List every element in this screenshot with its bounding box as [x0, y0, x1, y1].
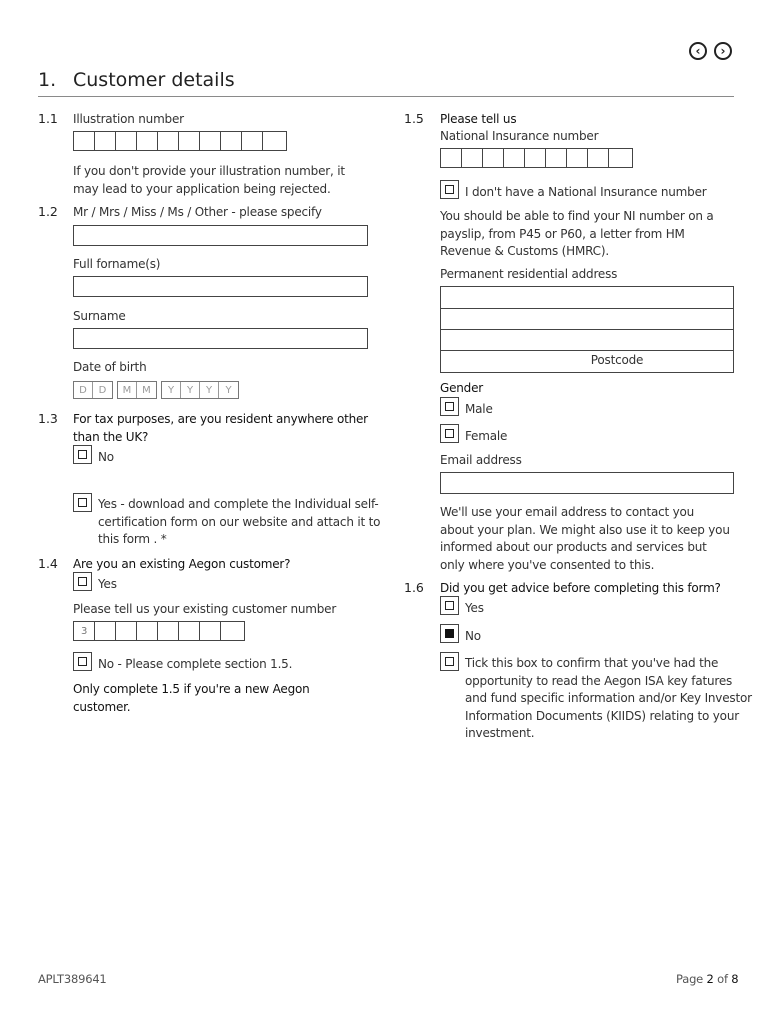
customer-number-cell[interactable]: 3 [74, 622, 95, 640]
page-title: Customer details [73, 69, 235, 91]
illustration-number-note: If you don't provide your illustration number, it may lead to your application being rejected. [73, 164, 345, 196]
gender-female-checkbox[interactable] [440, 424, 459, 443]
page-current: 2 [706, 972, 714, 986]
advice-yes-label: Yes [465, 601, 484, 615]
document-reference: APLT389641 [38, 972, 107, 986]
q1-6-number: 1.6 [404, 580, 424, 595]
tax-resident-yes-checkbox[interactable] [73, 493, 92, 512]
gender-male-label: Male [465, 402, 493, 416]
dob-month[interactable] [117, 381, 157, 399]
customer-number-label: Please tell us your existing customer number [73, 602, 337, 616]
dob-year[interactable] [161, 381, 239, 399]
surname-label: Surname [73, 309, 126, 323]
ni-number-input[interactable] [440, 148, 633, 168]
tax-resident-yes-label: Yes - download and complete the Individual self-certification form on our website and attach it to this form . * [98, 497, 381, 546]
q1-2-number: 1.2 [38, 204, 58, 219]
tax-residency-question: For tax purposes, are you resident anywhere other than the UK? [73, 412, 368, 444]
illustration-number-label: Illustration number [73, 112, 184, 126]
section-number: 1. [38, 69, 57, 91]
existing-customer-question: Are you an existing Aegon customer? [73, 557, 291, 571]
email-input[interactable] [440, 472, 734, 494]
existing-customer-yes-label: Yes [98, 577, 117, 591]
page-number [676, 971, 738, 989]
dob-cell[interactable]: Y [200, 382, 219, 398]
confirm-checkbox[interactable] [440, 652, 459, 671]
q1-5-number: 1.5 [404, 111, 424, 126]
existing-customer-no-label: No - Please complete section 1.5. [98, 657, 293, 671]
dob-day[interactable] [73, 381, 113, 399]
advice-no-checkbox[interactable] [440, 624, 459, 643]
title-divider [38, 96, 734, 97]
email-note: We'll use your email address to contact you about your plan. We might also use it to keep you informed about our products and services but only where you've consented to this. [440, 505, 730, 572]
title-label: Mr / Mrs / Miss / Ms / Other - please specify [73, 205, 322, 219]
advice-yes-checkbox[interactable] [440, 596, 459, 615]
illustration-number-input[interactable] [73, 131, 287, 151]
q1-3-number: 1.3 [38, 411, 58, 426]
gender-female-label: Female [465, 429, 508, 443]
gender-label: Gender [440, 381, 484, 395]
chevron-left-circle-icon[interactable]: ‹ [689, 42, 707, 60]
new-customer-note: Only complete 1.5 if you're a new Aegon customer. [73, 682, 310, 714]
page-total: 8 [731, 972, 739, 986]
email-label: Email address [440, 453, 522, 467]
tax-resident-no-checkbox[interactable] [73, 445, 92, 464]
page-of: of [717, 972, 728, 986]
dob-label: Date of birth [73, 360, 147, 374]
advice-no-label: No [465, 629, 481, 643]
dob-cell[interactable]: Y [162, 382, 181, 398]
chevron-right-circle-icon[interactable]: › [714, 42, 732, 60]
dob-cell[interactable]: D [98, 384, 107, 396]
gender-male-checkbox[interactable] [440, 397, 459, 416]
forename-label: Full forname(s) [73, 257, 161, 271]
advice-question: Did you get advice before completing this form? [440, 581, 721, 595]
dob-cell[interactable]: Y [225, 384, 232, 396]
existing-customer-no-checkbox[interactable] [73, 652, 92, 671]
ni-number-label: National Insurance number [440, 129, 599, 143]
ni-help-text: You should be able to find your NI number on a payslip, from P45 or P60, a letter from HM Revenue & Customs (HMRC). [440, 209, 714, 258]
please-tell-us-heading: Please tell us [440, 112, 517, 126]
dob-input[interactable] [73, 381, 239, 399]
dob-cell[interactable]: M [118, 382, 137, 398]
postcode-label: Postcode [590, 353, 644, 367]
dob-cell[interactable]: Y [181, 382, 200, 398]
title-input[interactable] [73, 225, 368, 246]
page-prefix: Page [676, 972, 704, 986]
confirm-label: Tick this box to confirm that you've had the opportunity to read the Aegon ISA key fatures and fund specific information and/or Key Investor Information Documents (KIIDS) relating to your investment. [465, 656, 752, 740]
q1-4-number: 1.4 [38, 556, 58, 571]
address-input[interactable] [440, 286, 734, 373]
q1-1-number: 1.1 [38, 111, 58, 126]
address-label: Permanent residential address [440, 267, 618, 281]
no-ni-number-checkbox[interactable] [440, 180, 459, 199]
no-ni-number-label: I don't have a National Insurance number [465, 185, 707, 199]
tax-resident-no-label: No [98, 450, 114, 464]
existing-customer-yes-checkbox[interactable] [73, 572, 92, 591]
surname-input[interactable] [73, 328, 368, 349]
dob-cell[interactable]: D [74, 382, 93, 398]
dob-cell[interactable]: M [142, 384, 151, 396]
customer-number-input[interactable] [73, 621, 245, 641]
forename-input[interactable] [73, 276, 368, 297]
